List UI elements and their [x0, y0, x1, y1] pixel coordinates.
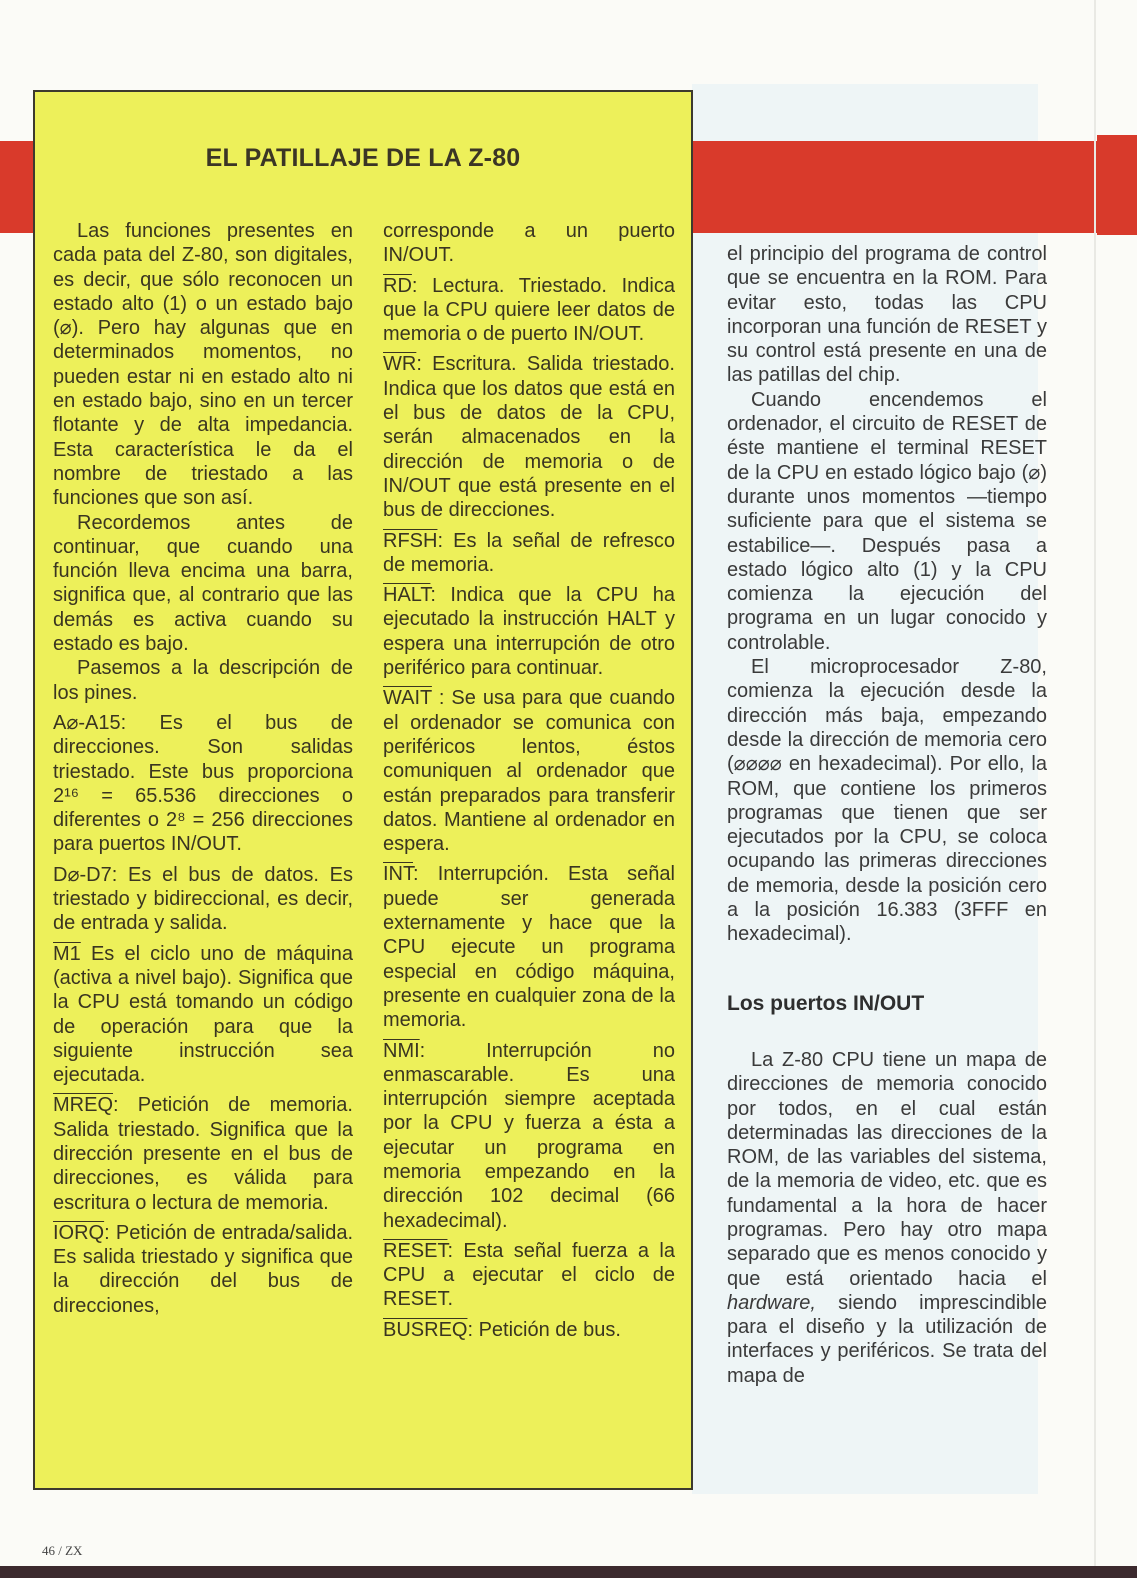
- pin-entry: [383, 862, 675, 1032]
- pin-entry: [53, 1221, 353, 1318]
- pin-description: : Es la señal de refresco de memoria.: [383, 529, 675, 576]
- continuation-text: corresponde a un puerto IN/OUT.: [383, 220, 675, 267]
- pin-signal-name: M1: [53, 942, 81, 965]
- pin-entry: [383, 583, 675, 680]
- sidebar-title: EL PATILLAJE DE LA Z-80: [205, 144, 521, 172]
- pin-entry: [383, 1039, 675, 1233]
- pin-entry: [383, 529, 675, 578]
- page-bottom-edge: [0, 1566, 1137, 1578]
- pin-entry: [383, 686, 675, 856]
- pin-entry: [383, 1318, 675, 1342]
- pin-description: : Petición de memoria. Salida triestado. Significa que la dirección presente en el bus de direcciones, es válida para escritura o lectura de memoria.: [53, 1094, 353, 1214]
- pin-signal-name: A⌀-A15: [53, 711, 121, 734]
- pin-signal-name: $\overline{INT}$: [383, 863, 413, 886]
- intro-paragraph: Pasemos a la descripción de los pines.: [53, 657, 353, 704]
- pin-list-col2: [383, 274, 675, 1342]
- italic-term: hardware,: [727, 1291, 816, 1314]
- pin-description: : Esta señal fuerza a la CPU a ejecutar el ciclo de RESET.: [383, 1239, 675, 1311]
- pin-description: : Interrupción. Esta señal puede ser generada externamente y hace que la CPU ejecute un programa especial en código máquina, presente en cualquier zona de la memoria.: [383, 863, 675, 1032]
- article-paragraph: Cuando encendemos el ordenador, el circuito de RESET de éste mantiene el terminal RESET de la CPU en estado lógico bajo (⌀) durante unos momentos —tiempo suficiente para que el sistema se estabilice—. Después pasa a estado lógico alto (1) y la CPU comienza la ejecución del programa en un lugar conocido y controlable.: [727, 388, 1047, 654]
- pin-description: : Indica que la CPU ha ejecutado la instrucción HALT y espera una interrupción de otro periférico para continuar.: [383, 584, 675, 680]
- pin-description: : Petición de bus.: [467, 1318, 621, 1341]
- pin-signal-name: BUSREQ: [383, 1318, 468, 1341]
- page-folio: 46 / ZX: [42, 1543, 83, 1558]
- article-paragraph: el principio del programa de control que se encuentra en la ROM. Para evitar esto, todas las CPU incorporan una función de RESET y su control está presente en una de las patillas del chip.: [727, 243, 1047, 387]
- pin-entry: [53, 711, 353, 857]
- pin-signal-name: $\overline{NMI}$: [383, 1039, 420, 1062]
- section-heading: Los puertos IN/OUT: [727, 991, 925, 1015]
- pin-description: : Es el bus de datos. Es triestado y bidireccional, es decir, de entrada y salida.: [53, 863, 353, 935]
- page-gutter-fold: [1094, 0, 1096, 1578]
- sidebar-column-1: [53, 219, 353, 1318]
- pin-signal-name: $\overline{WR}$: [383, 353, 417, 376]
- intro-paragraph: Recordemos antes de continuar, que cuando una función lleva encima una barra, significa que, al contrario que las demás es activa cuando su estado es bajo.: [53, 511, 353, 656]
- pin-signal-name: IORQ: [53, 1221, 105, 1244]
- pin-description: : Es el bus de direcciones. Son salidas triestado. Este bus proporciona 2¹⁶ = 65.536 direcciones o diferentes o 2⁸ = 256 direcciones para puertos IN/OUT.: [53, 711, 353, 856]
- accent-red-band-next-page: [1097, 135, 1137, 235]
- pin-description: : Escritura. Salida triestado. Indica que los datos que está en el bus de datos de la CPU, serán almacenados en la dirección de memoria o de IN/OUT que está presente en el bus de direcciones.: [383, 353, 675, 522]
- article-paragraph: El microprocesador Z-80, comienza la ejecución desde la dirección más baja, empezando desde la dirección de memoria cero (⌀⌀⌀⌀ en hexadecimal). Por ello, la ROM, que contiene los primeros programas que tienen que ser ejecutados por la CPU, se coloca ocupando las primeras direcciones de memoria, desde la posición cero a la posición 16.383 (3FFF en hexadecimal).: [727, 656, 1047, 946]
- pin-signal-name: D⌀-D7: [53, 863, 112, 886]
- sidebar-column-2: [383, 219, 675, 1342]
- pin-signal-name: RFSH: [383, 529, 438, 552]
- pin-signal-name: HALT: [383, 584, 431, 607]
- pin-signal-name: $\overline{RD}$: [383, 274, 412, 297]
- pin-entry: [53, 1093, 353, 1214]
- pin-entry: [53, 942, 353, 1088]
- main-article-column: [727, 242, 1047, 1388]
- intro-paragraph: Las funciones presentes en cada pata del Z-80, son digitales, es decir, que sólo reconocen un estado alto (1) o un estado bajo (⌀). Pero hay algunas que en determinados momentos, no pueden estar ni en estado alto ni en estado bajo, sino en un tercer flotante y de alta impedancia. Esta característica le da el nombre de triestado a las funciones que son así.: [53, 220, 353, 510]
- pin-entry: [383, 352, 675, 522]
- pin-description: : Petición de entrada/salida. Es salida triestado y significa que la dirección del bus de direcciones,: [53, 1221, 353, 1317]
- pin-signal-name: WAIT: [383, 687, 432, 710]
- paragraph-text: siendo imprescindible para el diseño y la utilización de interfaces y periféricos. Se trata del mapa de: [727, 1291, 1047, 1387]
- paragraph-text: La Z-80 CPU tiene un mapa de direcciones de memoria conocido por todos, en el cual están determinadas las direcciones de la ROM, de las variables del sistema, de la memoria de video, etc. que es fundamental a la hora de hacer programas. Pero hay otro mapa separado que es menos conocido y que está orientado hacia el: [727, 1048, 1047, 1290]
- pinout-sidebar-box: [33, 90, 693, 1490]
- pin-description: : Interrupción no enmascarable. Es una interrupción siempre aceptada por la CPU y fuerza a ésta a ejecutar un programa en memoria empezando en la dirección 102 decimal (66 hexadecimal).: [383, 1039, 675, 1232]
- pin-signal-name: MREQ: [53, 1094, 113, 1117]
- pin-entry: [53, 863, 353, 936]
- pin-entry: [383, 1239, 675, 1312]
- pin-signal-name: RESET: [383, 1239, 448, 1262]
- pin-list-col1: [53, 711, 353, 1318]
- pin-description: : Se usa para que cuando el ordenador se comunica con periféricos lentos, éstos comuniquen al ordenador que están preparados para transferir datos. Mantiene al ordenador en espera.: [383, 687, 675, 856]
- pin-description: Es el ciclo uno de máquina (activa a nivel bajo). Significa que la CPU está tomando un código de operación para que la siguiente instrucción sea ejecutada.: [53, 942, 353, 1087]
- pin-entry: [383, 274, 675, 347]
- pin-description: : Lectura. Triestado. Indica que la CPU quiere leer datos de memoria o de puerto IN/OUT.: [383, 274, 675, 346]
- article-paragraph: [727, 1048, 1047, 1388]
